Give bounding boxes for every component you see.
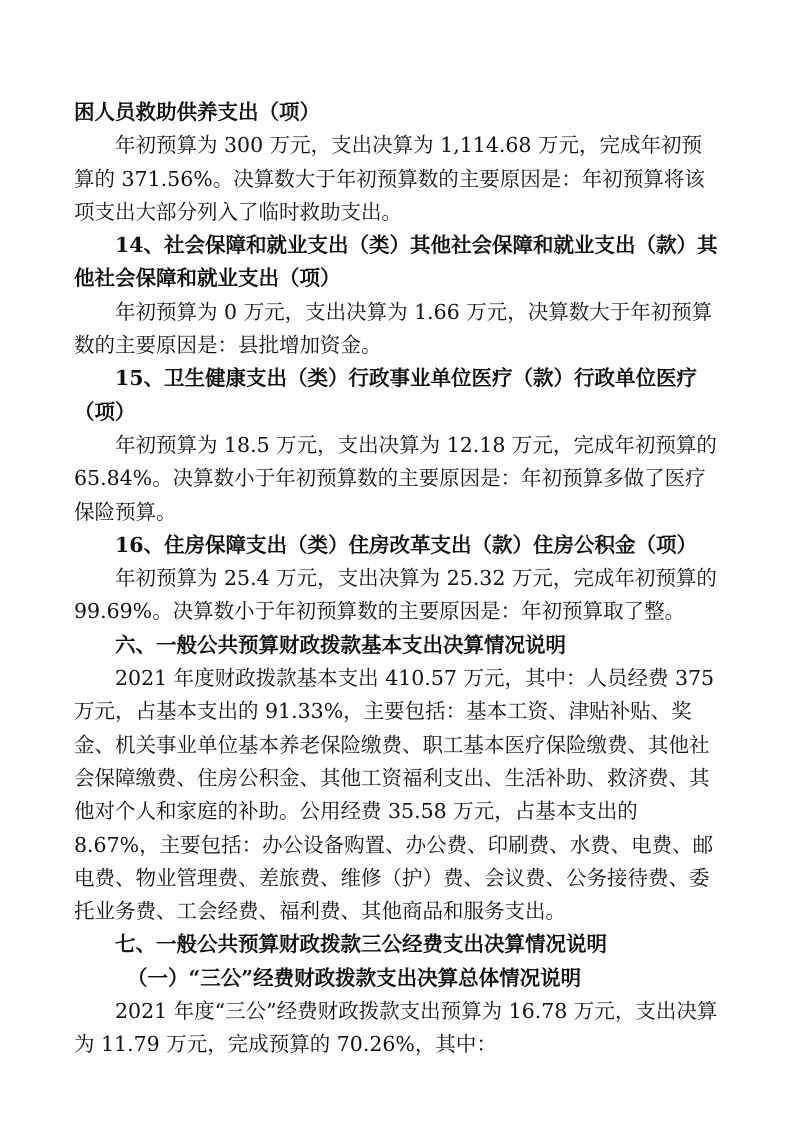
heading-item-15: 15、卫生健康支出（类）行政事业单位医疗（款）行政单位医疗（项）: [74, 366, 698, 424]
paragraph-item-14-detail: 年初预算为 0 万元，支出决算为 1.66 万元，决算数大于年初预算数的主要原因是：县批增加资金。: [74, 299, 713, 358]
paragraph-item-16-detail: 年初预算为 25.4 万元，支出决算为 25.32 万元，完成年初预算的 99.69%。决算数小于年初预算数的主要原因是：年初预算取了整。: [74, 566, 717, 624]
section-heading-continued: 困人员救助供养支出（项）: [74, 100, 320, 124]
heading-section-6: 六、一般公共预算财政拨款基本支出决算情况说明: [115, 632, 566, 657]
document-body: [74, 96, 722, 1062]
paragraph-item-15-detail: 年初预算为 18.5 万元，支出决算为 12.18 万元，完成年初预算的 65.84%。决算数小于年初预算数的主要原因是：年初预算多做了医疗保险预算。: [74, 432, 717, 524]
subheading-three-public-overview: （一）“三公”经费财政拨款支出决算总体情况说明: [127, 965, 582, 990]
heading-item-14: 14、社会保障和就业支出（类）其他社会保障和就业支出（款）其他社会保障和就业支出（项）: [74, 233, 718, 291]
paragraph-relief-support-detail: 年初预算为 300 万元，支出决算为 1,114.68 万元，完成年初预算的 371.56%。决算数大于年初预算数的主要原因是：年初预算将该项支出大部分列入了临时救助支出。: [74, 133, 705, 224]
paragraph-three-public-overview: 2021 年度“三公”经费财政拨款支出预算为 16.78 万元，支出决算为 11.79 万元，完成预算的 70.26%，其中：: [74, 999, 718, 1057]
heading-section-7: 七、一般公共预算财政拨款三公经费支出决算情况说明: [115, 932, 607, 957]
heading-item-16: 16、住房保障支出（类）住房改革支出（款）住房公积金（项）: [115, 532, 698, 557]
paragraph-basic-expenditure: 2021 年度财政拨款基本支出 410.57 万元，其中：人员经费 375 万元，占基本支出的 91.33%，主要包括：基本工资、津贴补贴、奖金、机关事业单位基本养老保险缴费、职工基本医疗保险缴费、其他社会保障缴费、住房公积金、其他工资福利支出、生活补助、救济费、其他对个人和家庭的补助。公用经费 35.58 万元，占基本支出的 8.67%，主要包括：办公设备购置、办公费、印刷费、水费、电费、邮电费、物业管理费、差旅费、维修（护）费、会议费、公务接待费、委托业务费、工会经费、福利费、其他商品和服务支出。: [74, 666, 715, 924]
